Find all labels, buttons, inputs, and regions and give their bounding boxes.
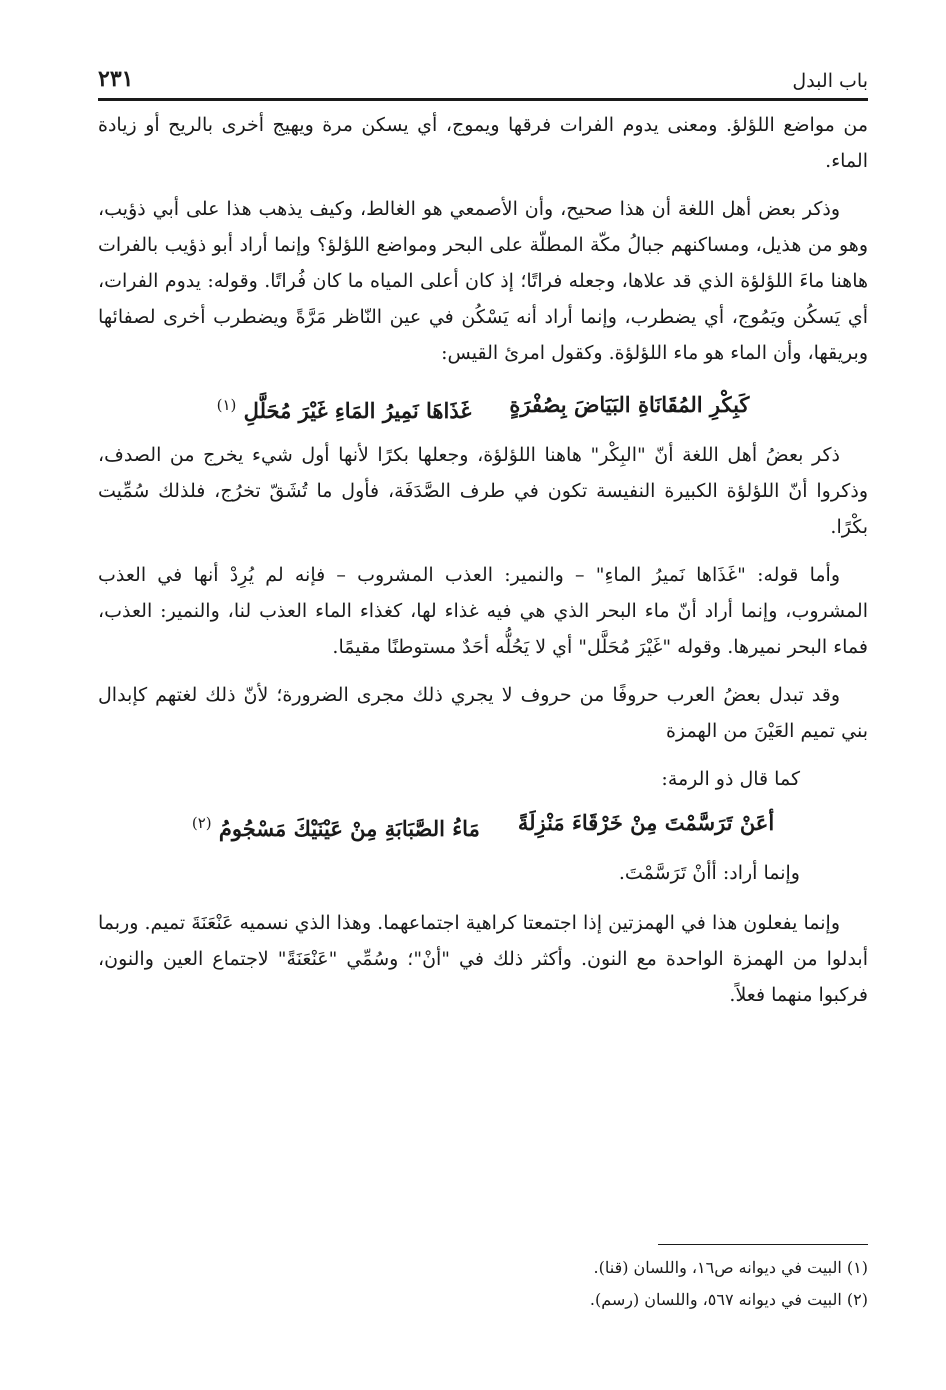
page	[98, 52, 868, 1025]
verse-dhu-al-rumma	[98, 801, 868, 851]
verse-hemistich-right: أعَنْ تَرَسَّمْتَ مِنْ خَرْقَاءَ مَنْزِلَةً	[517, 810, 775, 835]
page-body	[98, 107, 868, 1013]
verse-hemistich-right: كَبِكْرِ المُقَانَاةِ البَيَاضَ بِصُفْرَةٍ	[509, 392, 750, 417]
paragraph: وإنما يفعلون هذا في الهمزتين إذا اجتمعتا كراهية اجتماعهما. وهذا الذي نسميه عَنْعَنَةَ تميم. وربما أبدلوا من الهمزة الواحدة مع النون. وأكثر ذلك في "أنْ"؛ وسُمِّي "عَنْعَنَةً" لاجتماع العين والنون، فركبوا منهما فعلاً.	[98, 912, 868, 1006]
page-number: ٢٣١	[98, 66, 134, 92]
verse-hemistich-left: مَاءُ الصَّبَابَةِ مِنْ عَيْنَيْكَ مَسْجُومُ $^{(٢)}$	[191, 814, 480, 841]
verse-imru-al-qays	[98, 383, 868, 433]
footnotes	[590, 1252, 868, 1316]
verse-intro: كما قال ذو الرمة:	[661, 768, 800, 790]
page-header	[98, 52, 868, 92]
footnote-ref: (٢)	[191, 814, 212, 832]
running-title: باب البدل	[792, 70, 868, 92]
verse-hemistich-left: غَذَاهَا نَمِيرُ المَاءِ غَيْرَ مُحَلَّلِ $^{(١)}$	[216, 396, 472, 423]
header-rule	[98, 98, 868, 101]
footnote: (٢) البيت في ديوانه ٥٦٧، واللسان (رسم).	[589, 1290, 868, 1309]
footnote-rule	[658, 1244, 868, 1245]
footnote: (١) البيت في ديوانه ص١٦، واللسان (قنا).	[593, 1258, 868, 1277]
paragraph: وقد تبدل بعضُ العرب حروفًا من حروف لا يجري ذلك مجرى الضرورة؛ لأنّ ذلك لغتهم كإبدال بني تميم العَيْنَ من الهمزة	[98, 684, 868, 742]
paragraph: وأما قوله: "غَذَاها نَميرُ الماءِ" – والنمير: العذب المشروب – فإنه لم يُرِدْ أنها في العذب المشروب، وإنما أراد أنّ ماء البحر الذي هي فيه غذاء لها، كغذاء الماء العذب لنا، والنمير: العذب، فماء البحر نميرها. وقوله "غَيْرَ مُحَلَّل" أي لا يَحُلُّه أحَدٌ مستوطنًا مقيمًا.	[98, 564, 868, 658]
paragraph: من مواضع اللؤلؤ. ومعنى يدوم الفرات فرقها ويموج، أي يسكن مرة ويهيج أخرى بالريح أو زيادة الماء.	[98, 114, 868, 172]
paragraph: وذكر بعض أهل اللغة أن هذا صحيح، وأن الأصمعي هو الغالط، وكيف يذهب هذا على أبي ذؤيب، وهو من هذيل، ومساكنهم جبالُ مكّة المطلّة على البحر ومواضع اللؤلؤ؟ وإنما أراد أبو ذؤيب بالفرات هاهنا ماءَ اللؤلؤة الذي قد علاها، وجعله فراتًا؛ إذ كان أعلى المياه ما كان فُراتًا. وقوله: يدوم الفرات، أي يَسكُن ويَمُوج، أي يضطرب، وإنما أراد أنه يَسْكُن في عين النّاظر مَرَّةً ويضطرب أخرى لصفائها وبريقها، وأن الماء هو ماء اللؤلؤة. وكقول امرئ القيس:	[98, 198, 868, 364]
footnote-ref: (١)	[216, 396, 237, 414]
paragraph: ذكر بعضُ أهل اللغة أنّ "البِكْر" هاهنا اللؤلؤة، وجعلها بكرًا لأنها أول شيء يخرج من الصدف، وذكروا أنّ اللؤلؤة الكبيرة النفيسة تكون في طرف الصَّدَفَة، فأول ما تُشَقّ تخرُج، فلذلك سُمِّيت بكْرًا.	[98, 444, 868, 538]
verse-explanation: وإنما أراد: أأنْ تَرَسَّمْتَ.	[618, 862, 800, 884]
